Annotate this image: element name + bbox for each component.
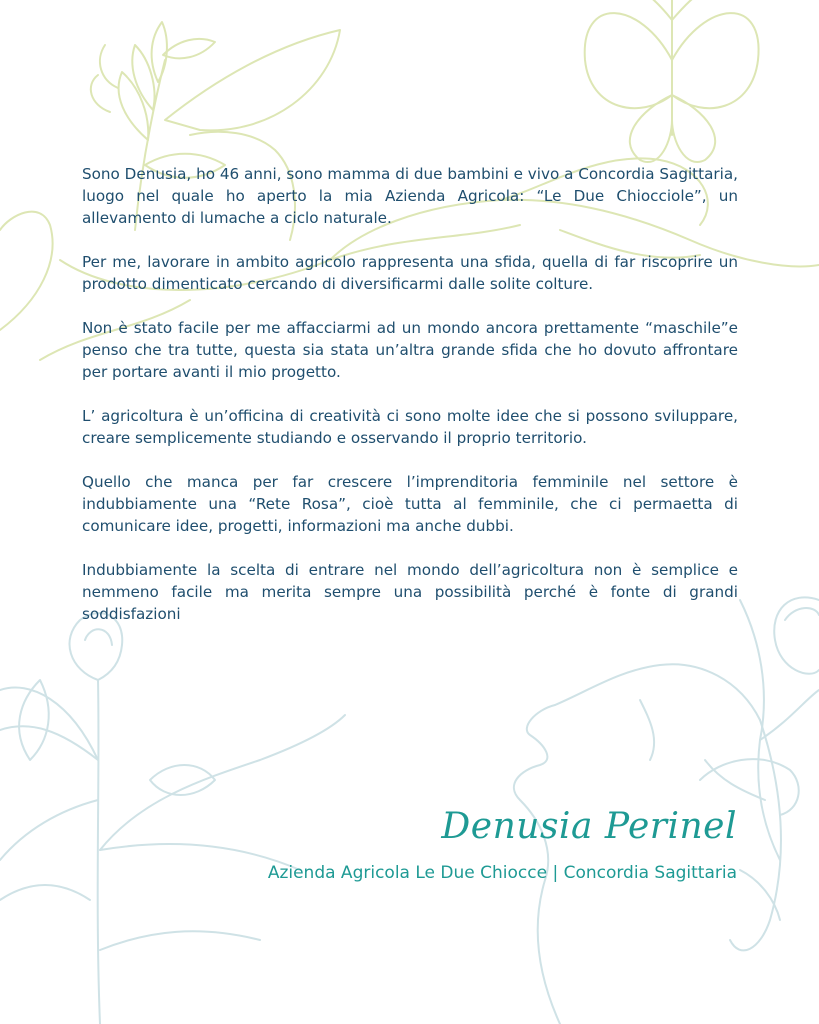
company-line: Azienda Agricola Le Due Chiocce | Concordia Sagittaria bbox=[267, 863, 737, 883]
butterfly-icon bbox=[585, 0, 759, 162]
paragraph-2: Per me, lavorare in ambito agricolo rappresenta una sfida, quella di far riscoprire un prodotto dimenticato cercando di diversificarmi dalle solite colture. bbox=[82, 253, 738, 293]
paragraph-4: L’ agricoltura è un’officina di creatività ci sono molte idee che si possono sviluppare, creare semplicemente studiando e osservando il proprio territorio. bbox=[82, 407, 738, 447]
paragraph-5: Quello che manca per far crescere l’imprenditoria femminile nel settore è indubbiamente una “Rete Rosa”, cioè tutta al femminile, che ci permaetta di comunicare idee, progetti, informazioni ma anche dubbi. bbox=[82, 473, 738, 535]
signature-name: Denusia Perinel bbox=[441, 806, 737, 847]
paragraph-6: Indubbiamente la scelta di entrare nel mondo dell’agricoltura non è semplice e nemmeno facile ma merita sempre una possibilità perché è fonte di grandi soddisfazioni bbox=[82, 561, 738, 623]
letter-body bbox=[82, 163, 738, 647]
paragraph-3: Non è stato facile per me affacciarmi ad un mondo ancora prettamente “maschile”e penso che tra tutte, questa sia stata un’altra grande sfida che ho dovuto affrontare per portare avanti il mio progetto. bbox=[82, 319, 738, 381]
paragraph-1: Sono Denusia, ho 46 anni, sono mamma di due bambini e vivo a Concordia Sagittaria, luogo nel quale ho aperto la mia Azienda Agricola: “Le Due Chiocciole”, un allevamento di lumache a ciclo naturale. bbox=[82, 165, 738, 227]
rose-line-art bbox=[0, 613, 345, 1024]
